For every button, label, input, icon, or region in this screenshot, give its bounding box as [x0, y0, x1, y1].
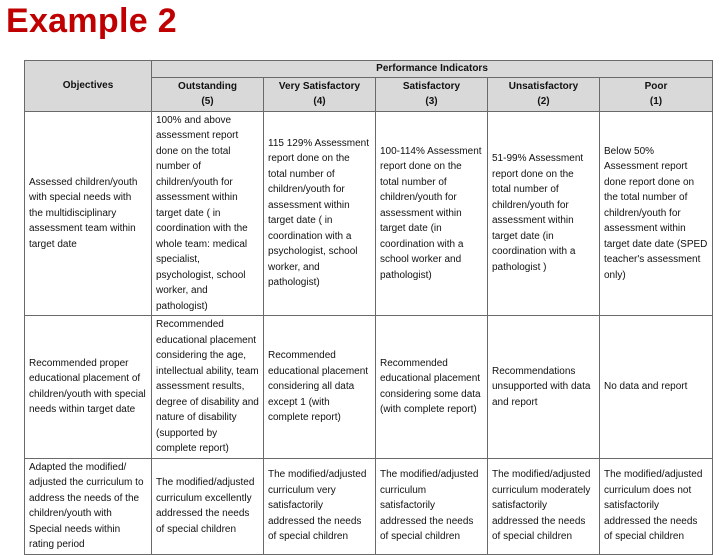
- column-label: Satisfactory: [402, 80, 461, 92]
- column-header-unsatisfactory: [488, 77, 600, 111]
- column-score: (4): [313, 96, 326, 107]
- indicator-cell-very-satisfactory: 115 129% Assessment report done on the total number of children/youth for assessment within target date ( in coordination with a psychologist, school worker, and pathologist): [264, 111, 376, 316]
- column-score: (1): [649, 96, 663, 107]
- indicator-cell-very-satisfactory: Recommended educational placement considering all data except 1 (with complete report): [264, 316, 376, 459]
- column-label: Poor: [644, 80, 668, 92]
- column-header-very-satisfactory: [264, 77, 376, 111]
- indicator-cell-poor: No data and report: [600, 316, 713, 459]
- objective-cell: Recommended proper educational placement of children/youth with special needs within target date: [25, 316, 152, 459]
- indicator-cell-very-satisfactory: The modified/adjusted curriculum very satisfactorily addressed the needs of special children: [264, 458, 376, 554]
- table-row: [25, 316, 713, 459]
- column-label: Outstanding: [178, 80, 237, 92]
- objectives-header: Objectives: [25, 61, 152, 112]
- column-score: (3): [425, 96, 438, 107]
- indicator-cell-outstanding: Recommended educational placement considering the age, intellectual ability, team assessment results, degree of disability and nature of disability (supported by complete report): [152, 316, 264, 459]
- indicator-cell-satisfactory: Recommended educational placement considering some data (with complete report): [376, 316, 488, 459]
- indicator-cell-outstanding: The modified/adjusted curriculum excellently addressed the needs of special children: [152, 458, 264, 554]
- column-label: Unsatisfactory: [508, 80, 579, 92]
- indicator-cell-satisfactory: 100-114% Assessment report done on the total number of children/youth for assessment within target date (in coordination with a school worker and pathologist): [376, 111, 488, 316]
- column-score: (2): [537, 96, 550, 107]
- column-header-poor: [600, 77, 713, 111]
- indicator-cell-satisfactory: The modified/adjusted curriculum satisfactorily addressed the needs of special children: [376, 458, 488, 554]
- indicator-cell-poor: The modified/adjusted curriculum does not satisfactorily addressed the needs of special children: [600, 458, 713, 554]
- performance-rubric-table: [24, 60, 713, 555]
- column-label: Very Satisfactory: [278, 80, 361, 92]
- objective-cell: Assessed children/youth with special needs with the multidisciplinary assessment team within target date: [25, 111, 152, 316]
- table-row: [25, 111, 713, 316]
- indicator-cell-poor: Below 50% Assessment report done report done on the total number of children/youth for assessment within target date date (SPED teacher's assessment only): [600, 111, 713, 316]
- slide-title: Example 2: [6, 2, 177, 40]
- column-header-outstanding: [152, 77, 264, 111]
- performance-indicators-header: Performance Indicators: [152, 61, 713, 78]
- indicator-cell-unsatisfactory: 51-99% Assessment report done on the total number of children/youth for assessment within target date (in coordination with a pathologist ): [488, 111, 600, 316]
- indicator-cell-unsatisfactory: Recommendations unsupported with data and report: [488, 316, 600, 459]
- column-score: (5): [201, 96, 214, 107]
- indicator-cell-unsatisfactory: The modified/adjusted curriculum moderately satisfactorily addressed the needs of special children: [488, 458, 600, 554]
- objective-cell: Adapted the modified/ adjusted the curriculum to address the needs of the children/youth with Special needs within rating period: [25, 458, 152, 554]
- column-header-satisfactory: [376, 77, 488, 111]
- indicator-cell-outstanding: 100% and above assessment report done on the total number of children/youth for assessment within target date ( in coordination with the whole team: medical specialist, psychologist, school worker, and pathologist): [152, 111, 264, 316]
